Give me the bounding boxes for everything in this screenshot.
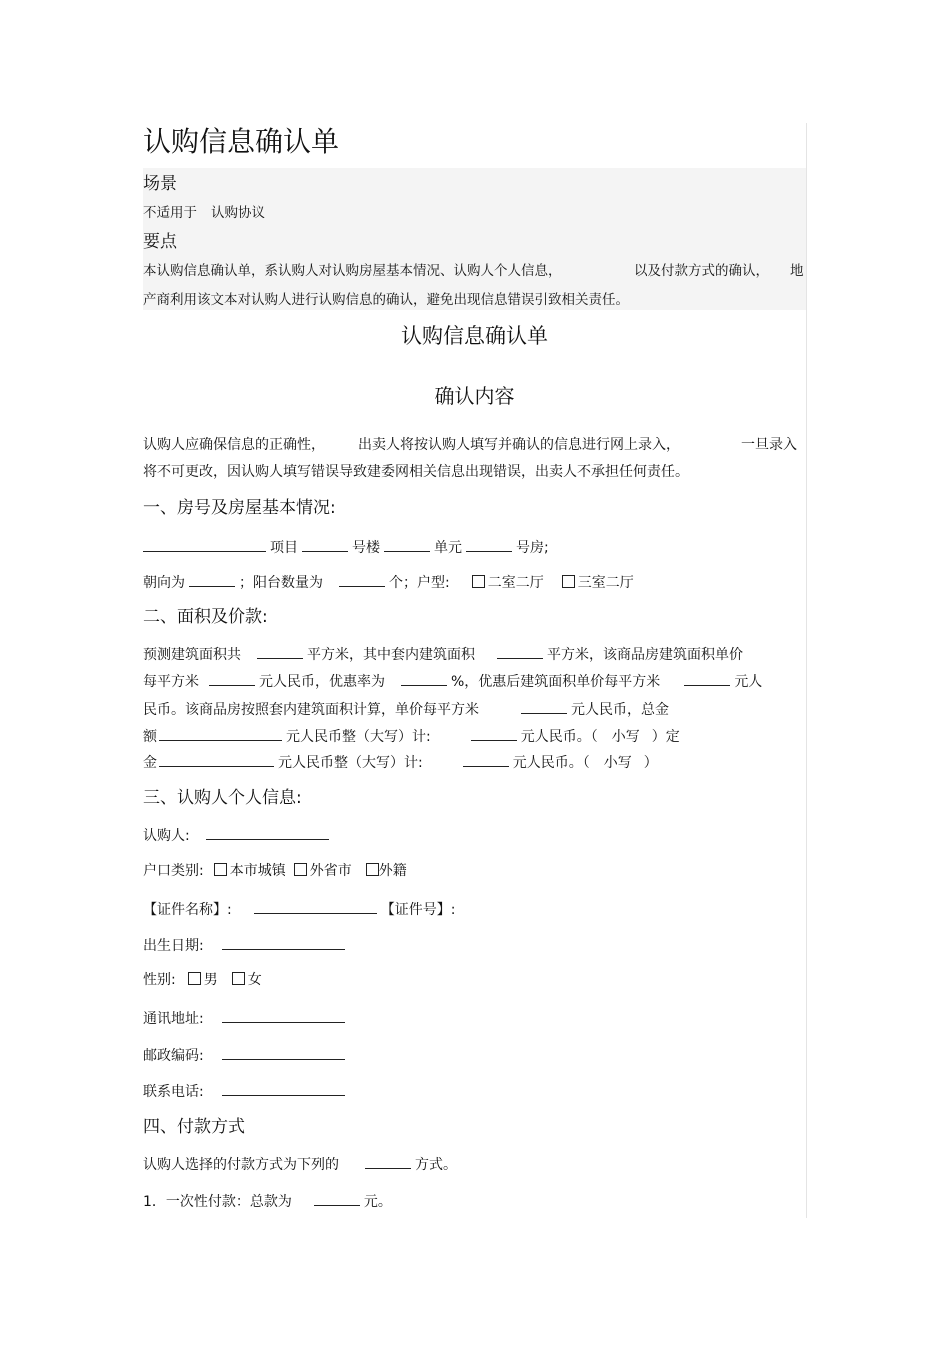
total-amount-words-blank[interactable] [159,726,282,741]
key-points-heading: 要点 [143,232,177,252]
project-blank[interactable] [143,537,266,552]
unit-blank[interactable] [384,537,430,552]
section3-heading: 三、认购人个人信息: [143,788,302,808]
inner-area-blank[interactable] [497,644,543,659]
total-area-blank[interactable] [257,644,303,659]
section2-line-2: 每平方米 元人民币，优惠率为 %，优惠后建筑面积单价每平方米 元人 [143,671,762,691]
intro-line-1b: 出卖人将按认购人填写并确认的信息进行网上录入， [358,437,680,453]
payment-choice-blank[interactable] [365,1154,411,1169]
document-title: 认购信息确认单 [143,125,340,158]
birth-line: 出生日期: [143,935,349,955]
lump-sum-blank[interactable] [314,1191,360,1206]
discount-rate-blank[interactable] [401,671,447,686]
phone-line: 联系电话: [143,1081,349,1101]
buyer-line: 认购人: [143,825,333,845]
checkbox-female[interactable] [232,972,245,985]
discounted-price-blank[interactable] [684,671,730,686]
building-blank[interactable] [302,537,348,552]
section2-heading: 二、面积及价款: [143,607,268,627]
intro-line-2: 将不可更改，因认购人填写错误导致建委网相关信息出现错误，出卖人不承担任何责任。 [143,464,689,480]
total-amount-blank[interactable] [471,726,517,741]
confirm-heading: 确认内容 [434,384,515,408]
section4-heading: 四、付款方式 [143,1117,245,1137]
key-points-line-2: 产商利用该文本对认购人进行认购信息的确认，避免出现信息错误引致相关责任。 [143,292,629,308]
section1-line-1: 项目 号楼 单元 号房; [143,537,549,557]
lump-sum-line: 1．一次性付款：总款为 元。 [143,1191,392,1211]
key-points-line-1c: 地 [790,263,804,279]
deposit-amount-blank[interactable] [463,752,509,767]
phone-blank[interactable] [222,1081,345,1096]
inner-unit-price-blank[interactable] [521,699,567,714]
key-points-line-1a: 本认购信息确认单，系认购人对认购房屋基本情况、认购人个人信息， [143,263,562,279]
main-title: 认购信息确认单 [401,324,548,348]
section2-line-5: 金 元人民币整（大写）计: 元人民币。（ 小写 ） [143,752,658,772]
buyer-name-blank[interactable] [206,825,329,840]
address-blank[interactable] [222,1008,345,1023]
section2-line-3: 民币。该商品房按照套内建筑面积计算，单价每平方米 元人民币，总金 [143,699,669,719]
id-name-blank[interactable] [254,899,377,914]
id-line: 【证件名称】: 【证件号】: [143,899,455,919]
section2-line-4: 额 元人民币整（大写）计: 元人民币。（ 小写 ）定 [143,726,680,746]
intro-line-1c: 一旦录入 [741,437,797,453]
section1-heading: 一、房号及房屋基本情况: [143,498,336,518]
summary-panel [143,168,806,310]
checkbox-three-bedroom[interactable] [562,575,575,588]
gender-line: 性别: 男 女 [143,972,262,988]
room-blank[interactable] [466,537,512,552]
not-applicable-label: 不适用于 [143,205,197,221]
checkbox-male[interactable] [188,972,201,985]
checkbox-local-urban[interactable] [214,863,227,876]
section2-line-1: 预测建筑面积共 平方米，其中套内建筑面积 平方米，该商品房建筑面积单价 [143,644,743,664]
hukou-line: 户口类别: 本市城镇 外省市 外籍 [143,863,407,879]
postcode-blank[interactable] [222,1045,345,1060]
orientation-blank[interactable] [189,572,235,587]
section1-line-2: 朝向为 ；阳台数量为 个；户型: 二室二厅 三室二厅 [143,572,634,592]
scene-line [143,204,265,222]
checkbox-other-province[interactable] [294,863,307,876]
postcode-line: 邮政编码: [143,1045,349,1065]
scene-heading: 场景 [143,174,177,194]
checkbox-foreign[interactable] [366,863,379,876]
checkbox-two-bedroom[interactable] [472,575,485,588]
not-applicable-value: 认购协议 [211,205,265,221]
birth-blank[interactable] [222,935,345,950]
key-points-line-1b: 以及付款方式的确认， [634,263,769,279]
unit-price-blank[interactable] [209,671,255,686]
deposit-words-blank[interactable] [159,752,274,767]
payment-choice-line: 认购人选择的付款方式为下列的 方式。 [143,1154,457,1174]
balcony-blank[interactable] [339,572,385,587]
address-line: 通讯地址: [143,1008,349,1028]
page-right-border [806,123,807,1218]
intro-line-1a: 认购人应确保信息的正确性， [143,437,325,453]
